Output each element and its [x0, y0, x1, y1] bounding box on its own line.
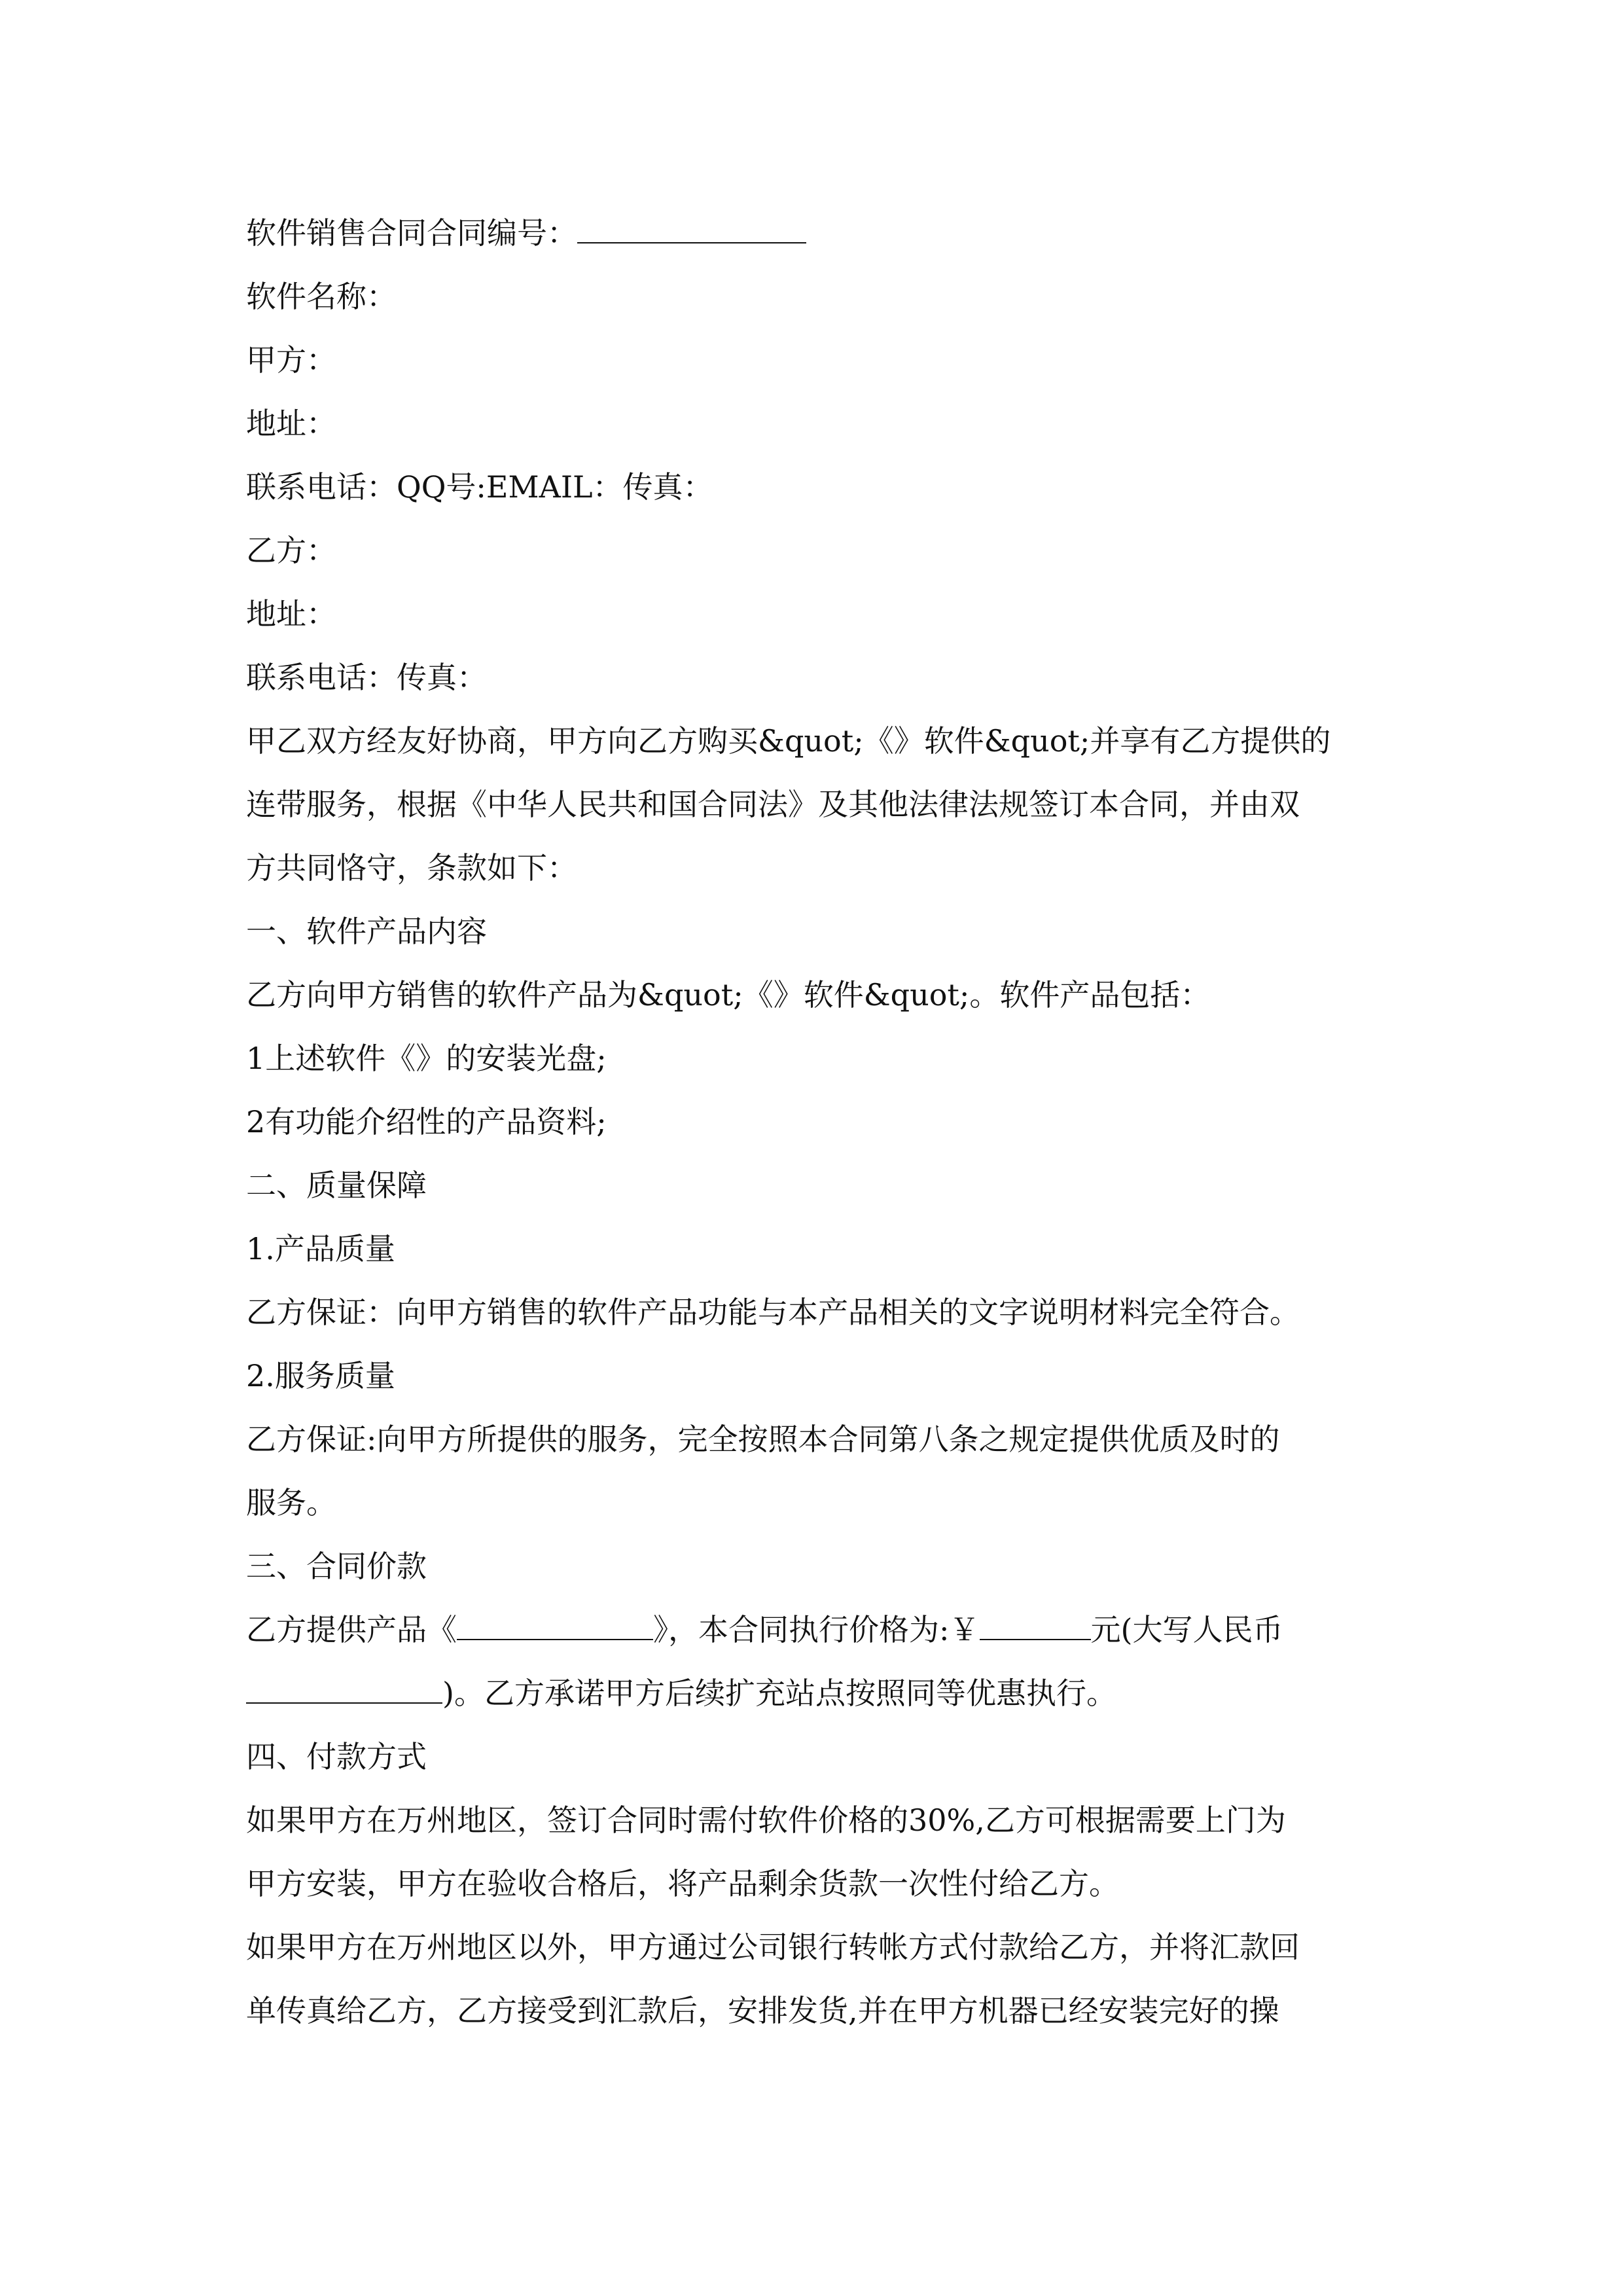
contract-title-line [246, 202, 1418, 265]
section-3-heading: 三、合同价款 [246, 1549, 427, 1584]
price-amount-blank [980, 1606, 1091, 1640]
section-2-sub-2-line-2: 服务。 [246, 1485, 336, 1520]
party-a-address-line: 地址： [246, 406, 336, 441]
section-4-p2-line-1: 如果甲方在万州地区以外，甲方通过公司银行转帐方式付款给乙方，并将汇款回 [246, 1929, 1300, 1965]
contract-title: 软件销售合同合同编号： [246, 215, 577, 251]
section-4-p1-line-1: 如果甲方在万州地区，签订合同时需付软件价格的30%,乙方可根据需要上门为 [246, 1803, 1286, 1838]
section-4-p1-line-2: 甲方安装，甲方在验收合格后，将产品剩余货款一次性付给乙方。 [246, 1866, 1119, 1901]
section-2-heading: 二、质量保障 [246, 1168, 427, 1203]
party-b-address-line: 地址： [246, 596, 336, 632]
section-1-item-1: 1上述软件《》的安装光盘; [246, 1041, 607, 1076]
preamble-line-1: 甲乙双方经友好协商，甲方向乙方购买&quot;《》软件&quot;并享有乙方提供的 [246, 723, 1331, 759]
section-2-sub-1-title: 1.产品质量 [246, 1231, 395, 1266]
rmb-text: )。乙方承诺甲方后续扩充站点按照同等优惠执行。 [442, 1676, 1116, 1711]
section-2-sub-2-title: 2.服务质量 [246, 1358, 395, 1393]
software-name-line: 软件名称： [246, 279, 397, 314]
section-2-sub-2-line-1: 乙方保证:向甲方所提供的服务，完全按照本合同第八条之规定提供优质及时的 [246, 1422, 1280, 1457]
preamble-line-2: 连带服务，根据《中华人民共和国合同法》及其他法律法规签订本合同，并由双 [246, 787, 1300, 822]
party-a-contact-line: 联系电话：QQ号:EMAIL：传真： [246, 469, 713, 505]
section-4-heading: 四、付款方式 [246, 1739, 427, 1774]
section-1-text: 乙方向甲方销售的软件产品为&quot;《》软件&quot;。软件产品包括： [246, 977, 1211, 1013]
contract-body [246, 202, 1418, 2043]
section-1-heading: 一、软件产品内容 [246, 914, 487, 949]
party-b-contact-line: 联系电话：传真： [246, 660, 487, 695]
party-a-line: 甲方： [246, 342, 336, 378]
section-4-p2-line-2: 单传真给乙方，乙方接受到汇款后，安排发货,并在甲方机器已经安装完好的操 [246, 1993, 1279, 2028]
section-3-price-line [246, 1598, 1418, 1662]
section-3-rmb-line [246, 1662, 1418, 1725]
section-2-sub-1-text: 乙方保证：向甲方销售的软件产品功能与本产品相关的文字说明材料完全符合。 [246, 1295, 1300, 1330]
product-name-blank [457, 1606, 653, 1640]
section-1-item-2: 2有功能介绍性的产品资料; [246, 1104, 607, 1139]
price-text-a: 乙方提供产品《 [246, 1612, 457, 1647]
party-b-line: 乙方： [246, 533, 336, 568]
preamble-line-3: 方共同恪守，条款如下： [246, 850, 577, 886]
price-text-c: 元(大写人民币 [1090, 1612, 1283, 1647]
price-text-b: 》，本合同执行价格为:￥ [653, 1612, 980, 1647]
contract-number-blank [577, 209, 806, 243]
rmb-uppercase-blank [246, 1670, 442, 1704]
